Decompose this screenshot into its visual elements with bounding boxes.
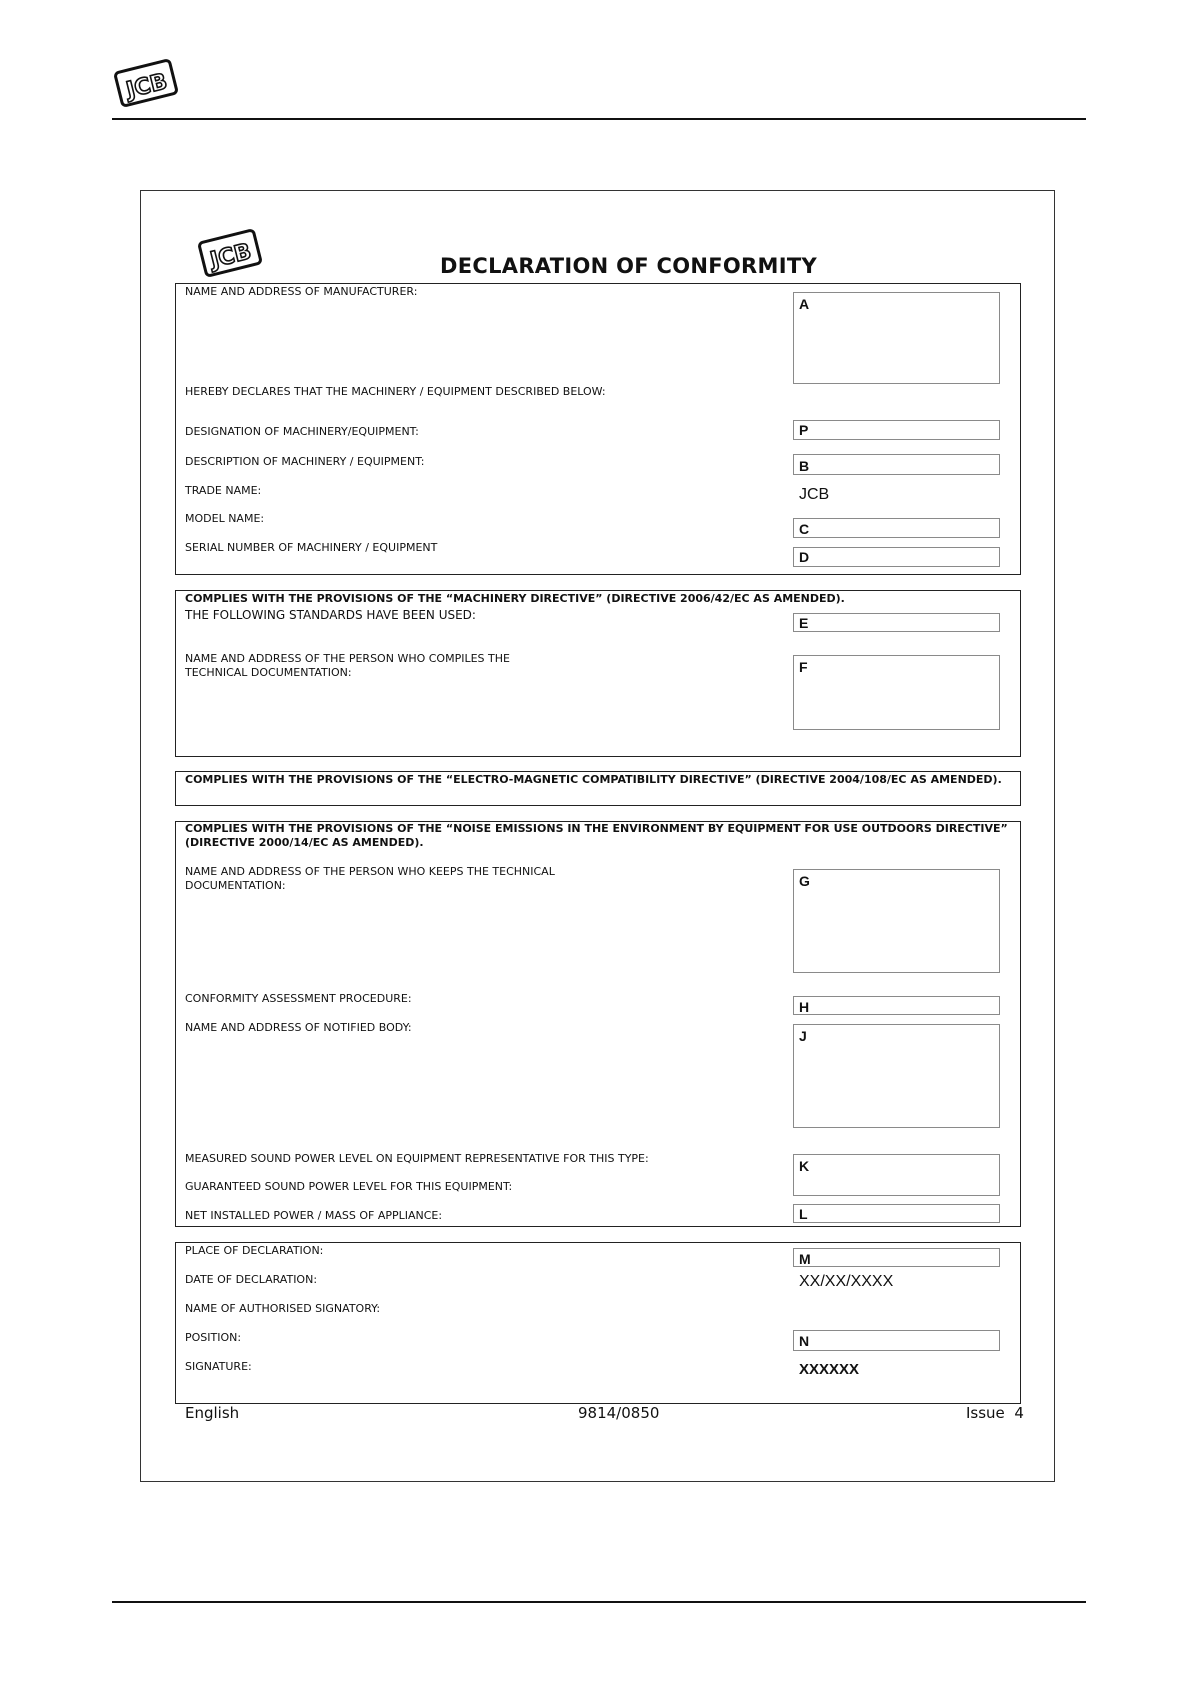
field-n-code: N — [799, 1333, 810, 1349]
footer-issue: Issue 4 — [966, 1404, 1024, 1422]
form-logo — [196, 226, 264, 280]
model-name-label: MODEL NAME: — [185, 512, 265, 525]
compiler-label: NAME AND ADDRESS OF THE PERSON WHO COMPILES THE TECHNICAL DOCUMENTATION: — [185, 652, 510, 679]
description-label: DESCRIPTION OF MACHINERY / EQUIPMENT: — [185, 455, 425, 468]
field-a-code: A — [799, 296, 810, 312]
field-l-code: L — [799, 1206, 808, 1222]
field-n[interactable] — [793, 1330, 1000, 1351]
date-value: XX/XX/XXXX — [799, 1273, 894, 1290]
field-p[interactable] — [793, 420, 1000, 440]
field-e-code: E — [799, 615, 809, 631]
field-d-code: D — [799, 549, 810, 565]
field-f-code: F — [799, 659, 808, 675]
place-label: PLACE OF DECLARATION: — [185, 1244, 324, 1257]
header-logo — [112, 56, 180, 110]
field-k-code: K — [799, 1158, 810, 1174]
trade-name-value: JCB — [799, 486, 830, 503]
trade-name-label: TRADE NAME: — [185, 484, 262, 497]
field-d[interactable] — [793, 547, 1000, 567]
form-logo-text: JCB — [207, 239, 254, 274]
machinery-directive-heading: COMPLIES WITH THE PROVISIONS OF THE “MACHINERY DIRECTIVE” (DIRECTIVE 2006/42/EC AS AMENDED). — [185, 592, 845, 605]
header-rule — [112, 118, 1086, 120]
field-g-code: G — [799, 873, 810, 889]
field-l[interactable] — [793, 1204, 1000, 1223]
footer-language: English — [185, 1404, 240, 1422]
field-k[interactable] — [793, 1154, 1000, 1196]
keeper-label: NAME AND ADDRESS OF THE PERSON WHO KEEPS THE TECHNICAL DOCUMENTATION: — [185, 865, 555, 892]
field-m-code: M — [799, 1251, 811, 1267]
measured-sound-label: MEASURED SOUND POWER LEVEL ON EQUIPMENT REPRESENTATIVE FOR THIS TYPE: — [185, 1152, 649, 1165]
field-c-code: C — [799, 521, 810, 537]
position-label: POSITION: — [185, 1331, 242, 1344]
field-h[interactable] — [793, 996, 1000, 1015]
manufacturer-name-label: NAME AND ADDRESS OF MANUFACTURER: — [185, 285, 418, 298]
field-e[interactable] — [793, 613, 1000, 632]
field-c[interactable] — [793, 518, 1000, 538]
procedure-label: CONFORMITY ASSESSMENT PROCEDURE: — [185, 992, 412, 1005]
field-b-code: B — [799, 458, 810, 474]
footer-doc-number: 9814/0850 — [578, 1404, 660, 1422]
standards-label: THE FOLLOWING STANDARDS HAVE BEEN USED: — [185, 608, 476, 622]
serial-number-label: SERIAL NUMBER OF MACHINERY / EQUIPMENT — [185, 541, 438, 554]
notified-body-label: NAME AND ADDRESS OF NOTIFIED BODY: — [185, 1021, 412, 1034]
header-logo-text: JCB — [123, 69, 170, 104]
bottom-rule — [112, 1601, 1086, 1603]
net-power-label: NET INSTALLED POWER / MASS OF APPLIANCE: — [185, 1209, 443, 1222]
field-j-code: J — [799, 1028, 807, 1044]
emc-directive-heading: COMPLIES WITH THE PROVISIONS OF THE “ELECTRO-MAGNETIC COMPATIBILITY DIRECTIVE” (DIRECTIVE 2004/108/EC AS AMENDED). — [185, 773, 1002, 786]
form-title: DECLARATION OF CONFORMITY — [440, 254, 817, 278]
field-g[interactable] — [793, 869, 1000, 973]
date-label: DATE OF DECLARATION: — [185, 1273, 318, 1286]
signature-label: SIGNATURE: — [185, 1360, 252, 1373]
field-h-code: H — [799, 999, 810, 1015]
field-f[interactable] — [793, 655, 1000, 730]
noise-directive-heading: COMPLIES WITH THE PROVISIONS OF THE “NOISE EMISSIONS IN THE ENVIRONMENT BY EQUIPMENT FOR USE OUTDOORS DIRECTIVE” (DIRECTIVE 2000/14/EC AS AMENDED). — [185, 822, 1008, 849]
signatory-label: NAME OF AUTHORISED SIGNATORY: — [185, 1302, 381, 1315]
hereby-declares-label: HEREBY DECLARES THAT THE MACHINERY / EQUIPMENT DESCRIBED BELOW: — [185, 385, 606, 398]
field-p-code: P — [799, 422, 809, 438]
field-a[interactable] — [793, 292, 1000, 384]
field-m[interactable] — [793, 1248, 1000, 1267]
guaranteed-sound-label: GUARANTEED SOUND POWER LEVEL FOR THIS EQUIPMENT: — [185, 1180, 513, 1193]
field-b[interactable] — [793, 454, 1000, 475]
designation-label: DESIGNATION OF MACHINERY/EQUIPMENT: — [185, 425, 419, 438]
signature-value: XXXXXX — [799, 1361, 860, 1378]
field-j[interactable] — [793, 1024, 1000, 1128]
